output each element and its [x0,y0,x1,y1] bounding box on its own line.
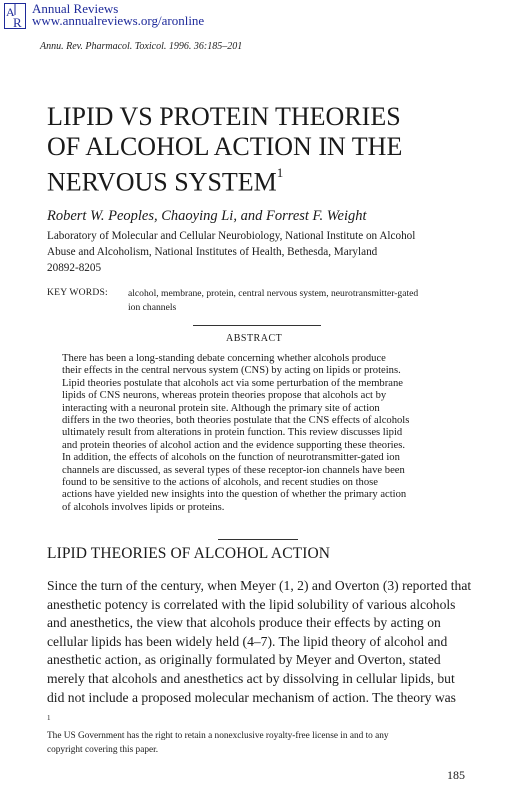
keywords-line: ion channels [128,302,177,313]
abstract-line: lipids of CNS neurons, whereas protein theories propose that alcohols act by [62,390,387,402]
affiliation-line: Abuse and Alcoholism, National Institutes of Health, Bethesda, Maryland [47,246,378,258]
abstract-line: In addition, the effects of alcohols on the function of neurotransmitter-gated ion [62,452,400,464]
abstract-line: found to be sensitive to the actions of alcohols, and recent studies on those [62,477,378,489]
abstract-line: their effects in the central nervous system (CNS) by acting on lipids or proteins. [62,365,401,377]
affiliation [47,228,467,276]
keywords-line: alcohol, membrane, protein, central nervous system, neurotransmitter-gated [128,288,419,299]
page-number: 185 [447,768,465,782]
body-line: Since the turn of the century, when Meyer (1, 2) and Overton (3) reported that [47,578,472,593]
journal-citation: Annu. Rev. Pharmacol. Toxicol. 1996. 36:185–201 [40,41,243,52]
section-body [47,577,471,707]
authors: Robert W. Peoples, Chaoying Li, and Forrest F. Weight [47,208,367,224]
abstract-line: ultimately result from alterations in protein function. This review discusses lipid [62,427,403,439]
svg-text:R: R [13,15,22,29]
abstract-line: and protein theories of alcohol action and the evidence supporting these theories. [62,439,406,451]
keywords [128,287,468,315]
abstract-line: actions have yielded new insights into the question of whether the primary action [62,489,407,501]
body-line: cellular lipids has been widely held (4–7). The lipid theory of alcohol and [47,633,448,649]
title-line: LIPID VS PROTEIN THEORIES [47,102,401,131]
keywords-label: KEY WORDS: [47,287,108,298]
affiliation-line: Laboratory of Molecular and Cellular Neurobiology, National Institute on Alcohol [47,230,416,242]
body-line: anesthetic action, as originally formulated by Meyer and Overton, stated [47,652,441,668]
body-line: anesthetic potency is correlated with the lipid solubility of various alcohols [47,596,456,612]
section-heading: LIPID THEORIES OF ALCOHOL ACTION [47,545,331,562]
title-footnote-mark: 1 [276,165,284,180]
annual-reviews-logo [4,3,26,29]
body-line: and anesthetics, the view that alcohols produce their effects by acting on [47,615,441,631]
body-line: did not include a proposed molecular mechanism of action. The theory was [47,689,456,705]
svg-text:A: A [6,5,15,19]
abstract-line: of alcohols involves lipids or proteins. [62,501,225,513]
publisher-name: Annual Reviews [32,1,119,16]
title-line-text: NERVOUS SYSTEM [47,167,277,197]
footnote-mark: 1 [47,714,51,722]
publisher-link[interactable]: www.annualreviews.org/aronline [32,13,205,28]
abstract-bottom-rule [218,539,298,540]
abstract-body [62,353,476,514]
footnote [47,711,471,757]
abstract-top-rule [193,325,321,326]
title-line: OF ALCOHOL ACTION IN THE [47,132,403,161]
abstract-line: Lipid theories postulate that alcohols act via some perturbation of the membrane [62,377,403,389]
abstract-line: interacting with a neuronal protein site. Although the primary site of action [62,402,380,414]
abstract-heading: ABSTRACT [226,333,283,344]
article-title [47,102,477,198]
abstract-line: channels are discussed, as several types of these receptor-ion channels have been [62,464,405,476]
title-line [47,162,477,198]
affiliation-line: 20892-8205 [47,262,102,274]
abstract-line: There has been a long-standing debate concerning whether alcohols produce [62,353,386,364]
footnote-line-text: The US Government has the right to retain a nonexclusive royalty-free license in and to any [47,731,389,742]
abstract-line: differs in the two theories, both theories postulate that the CNS effects of alcohols [62,415,410,427]
footnote-line [47,711,471,743]
footnote-line: copyright covering this paper. [47,745,159,756]
body-line: merely that alcohols and anesthetics act by dissolving in cellular lipids, but [47,670,455,686]
